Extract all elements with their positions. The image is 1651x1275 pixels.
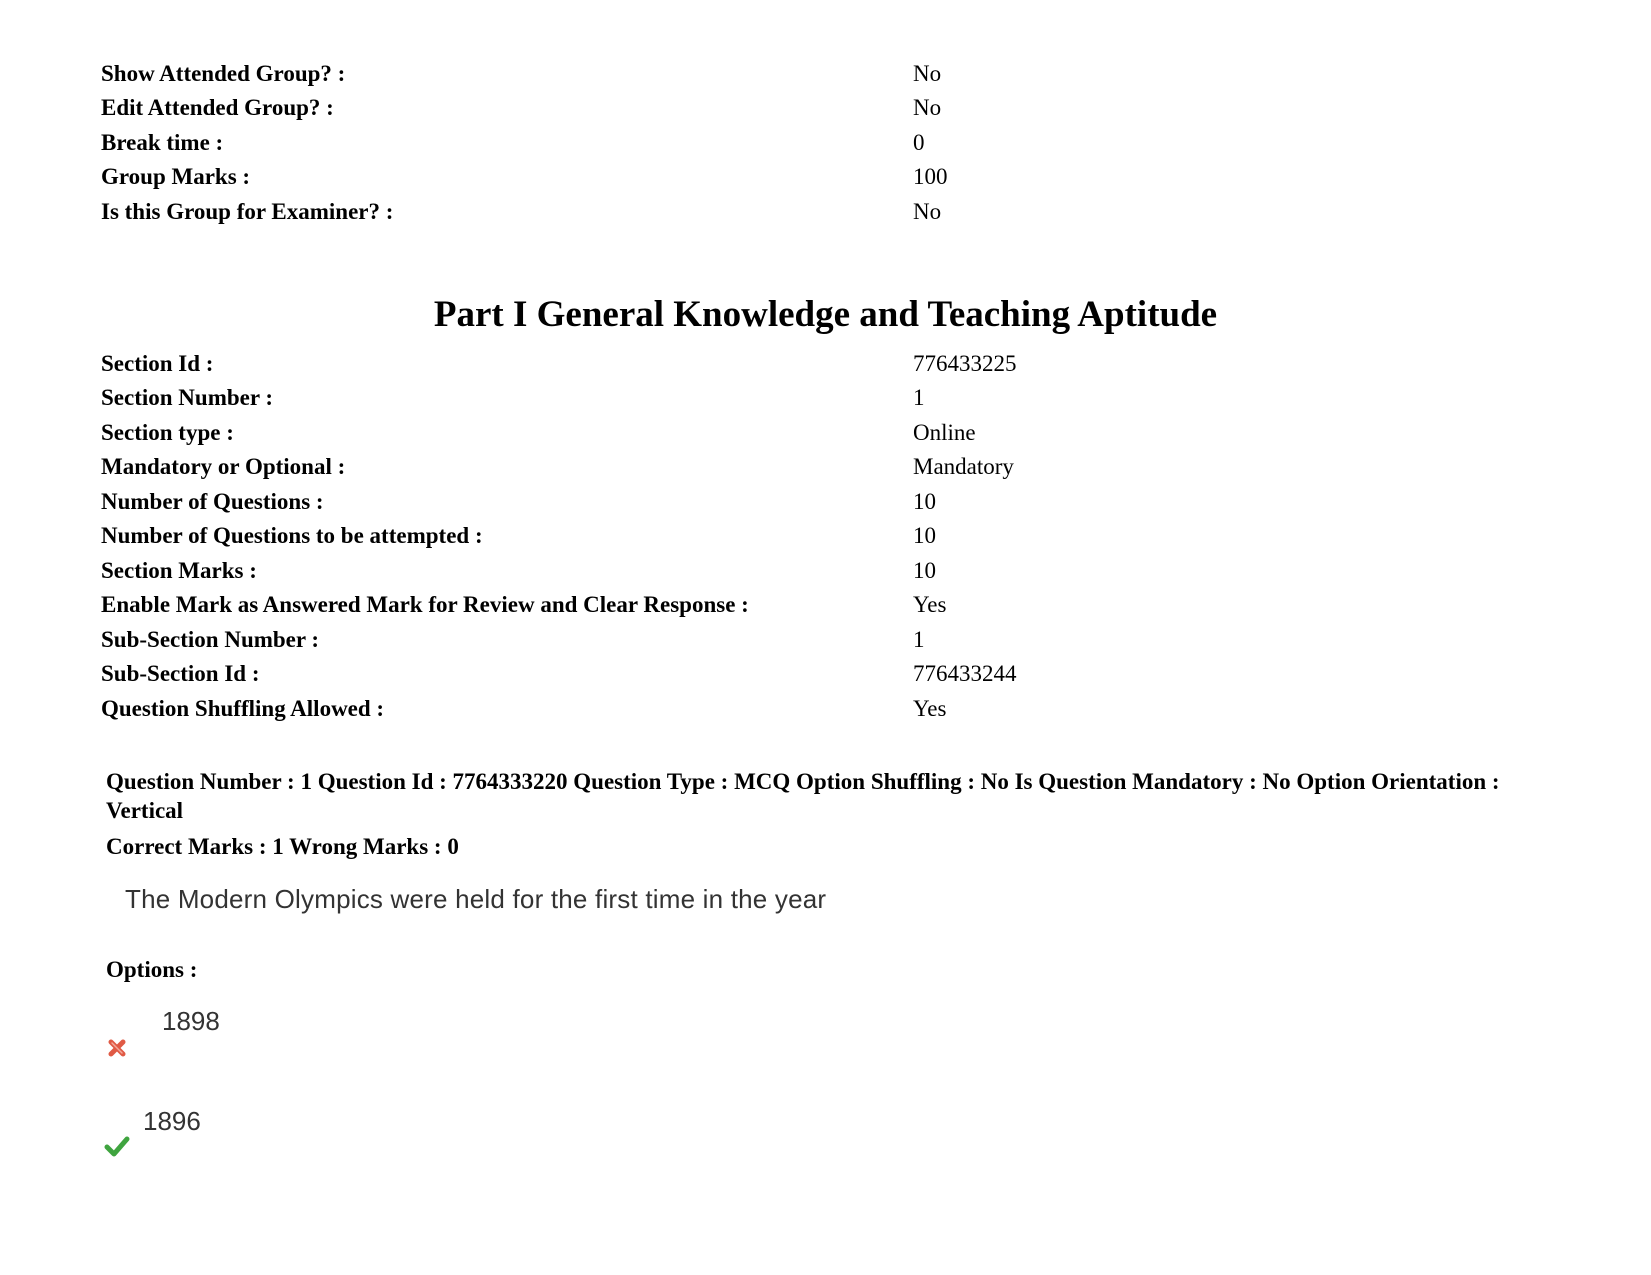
group-info-value: 100 xyxy=(913,164,948,190)
question-header: Question Number : 1 Question Id : 7764333220 Question Type : MCQ Option Shuffling : No Is Question Mandatory : No Option Orientation : Vertical xyxy=(106,769,1500,823)
section-info-row xyxy=(101,484,1551,519)
section-info-row xyxy=(101,415,1551,450)
section-info-row xyxy=(101,657,1551,692)
section-info-value: 776433244 xyxy=(913,661,1017,687)
section-info-label: Enable Mark as Answered Mark for Review and Clear Response : xyxy=(101,592,749,618)
group-info-value: No xyxy=(913,198,942,224)
group-info-table xyxy=(101,56,1551,229)
section-info-value: 1 xyxy=(913,385,925,411)
section-info-table xyxy=(101,346,1551,726)
section-info-value: 1 xyxy=(913,626,925,652)
question-text: The Modern Olympics were held for the first time in the year xyxy=(125,884,827,914)
section-info-label: Sub-Section Id : xyxy=(101,661,260,687)
section-info-label: Number of Questions : xyxy=(101,488,324,514)
section-info-label: Section Marks : xyxy=(101,557,257,583)
section-info-label: Section Id : xyxy=(101,350,214,376)
group-info-value: No xyxy=(913,60,942,86)
section-title: Part I General Knowledge and Teaching Aptitude xyxy=(433,294,1218,335)
check-icon xyxy=(104,1133,130,1159)
section-info-value: 10 xyxy=(913,523,936,549)
section-info-value: Yes xyxy=(913,592,947,618)
section-info-row xyxy=(101,691,1551,726)
section-info-label: Section Number : xyxy=(101,385,274,411)
group-info-value: 0 xyxy=(913,129,925,155)
section-info-value: 10 xyxy=(913,488,936,514)
section-info-label: Section type : xyxy=(101,419,234,445)
option-text: 1896 xyxy=(143,1106,201,1136)
cross-icon xyxy=(106,1037,128,1059)
section-info-value: Yes xyxy=(913,695,947,721)
section-info-row xyxy=(101,622,1551,657)
section-info-label: Sub-Section Number : xyxy=(101,626,320,652)
section-info-label: Question Shuffling Allowed : xyxy=(101,695,385,721)
group-info-value: No xyxy=(913,95,942,121)
question-marks: Correct Marks : 1 Wrong Marks : 0 xyxy=(106,834,459,859)
section-info-value: 776433225 xyxy=(913,350,1017,376)
group-info-label: Group Marks : xyxy=(101,164,251,190)
options-label: Options : xyxy=(106,957,198,982)
group-info-label: Show Attended Group? : xyxy=(101,60,346,86)
section-info-row xyxy=(101,381,1551,416)
section-info-label: Number of Questions to be attempted : xyxy=(101,523,483,549)
group-info-row xyxy=(101,160,1551,195)
group-info-row xyxy=(101,194,1551,229)
option-text: 1898 xyxy=(162,1006,220,1036)
group-info-label: Break time : xyxy=(101,129,224,155)
group-info-row xyxy=(101,91,1551,126)
section-info-label: Mandatory or Optional : xyxy=(101,454,346,480)
section-info-row xyxy=(101,346,1551,381)
section-info-row xyxy=(101,553,1551,588)
section-info-row xyxy=(101,450,1551,485)
section-info-value: Online xyxy=(913,419,976,445)
group-info-row xyxy=(101,125,1551,160)
group-info-row xyxy=(101,56,1551,91)
section-info-value: 10 xyxy=(913,557,936,583)
section-info-value: Mandatory xyxy=(913,454,1014,480)
group-info-label: Is this Group for Examiner? : xyxy=(101,198,394,224)
section-info-row xyxy=(101,519,1551,554)
group-info-label: Edit Attended Group? : xyxy=(101,95,334,121)
section-info-row xyxy=(101,588,1551,623)
